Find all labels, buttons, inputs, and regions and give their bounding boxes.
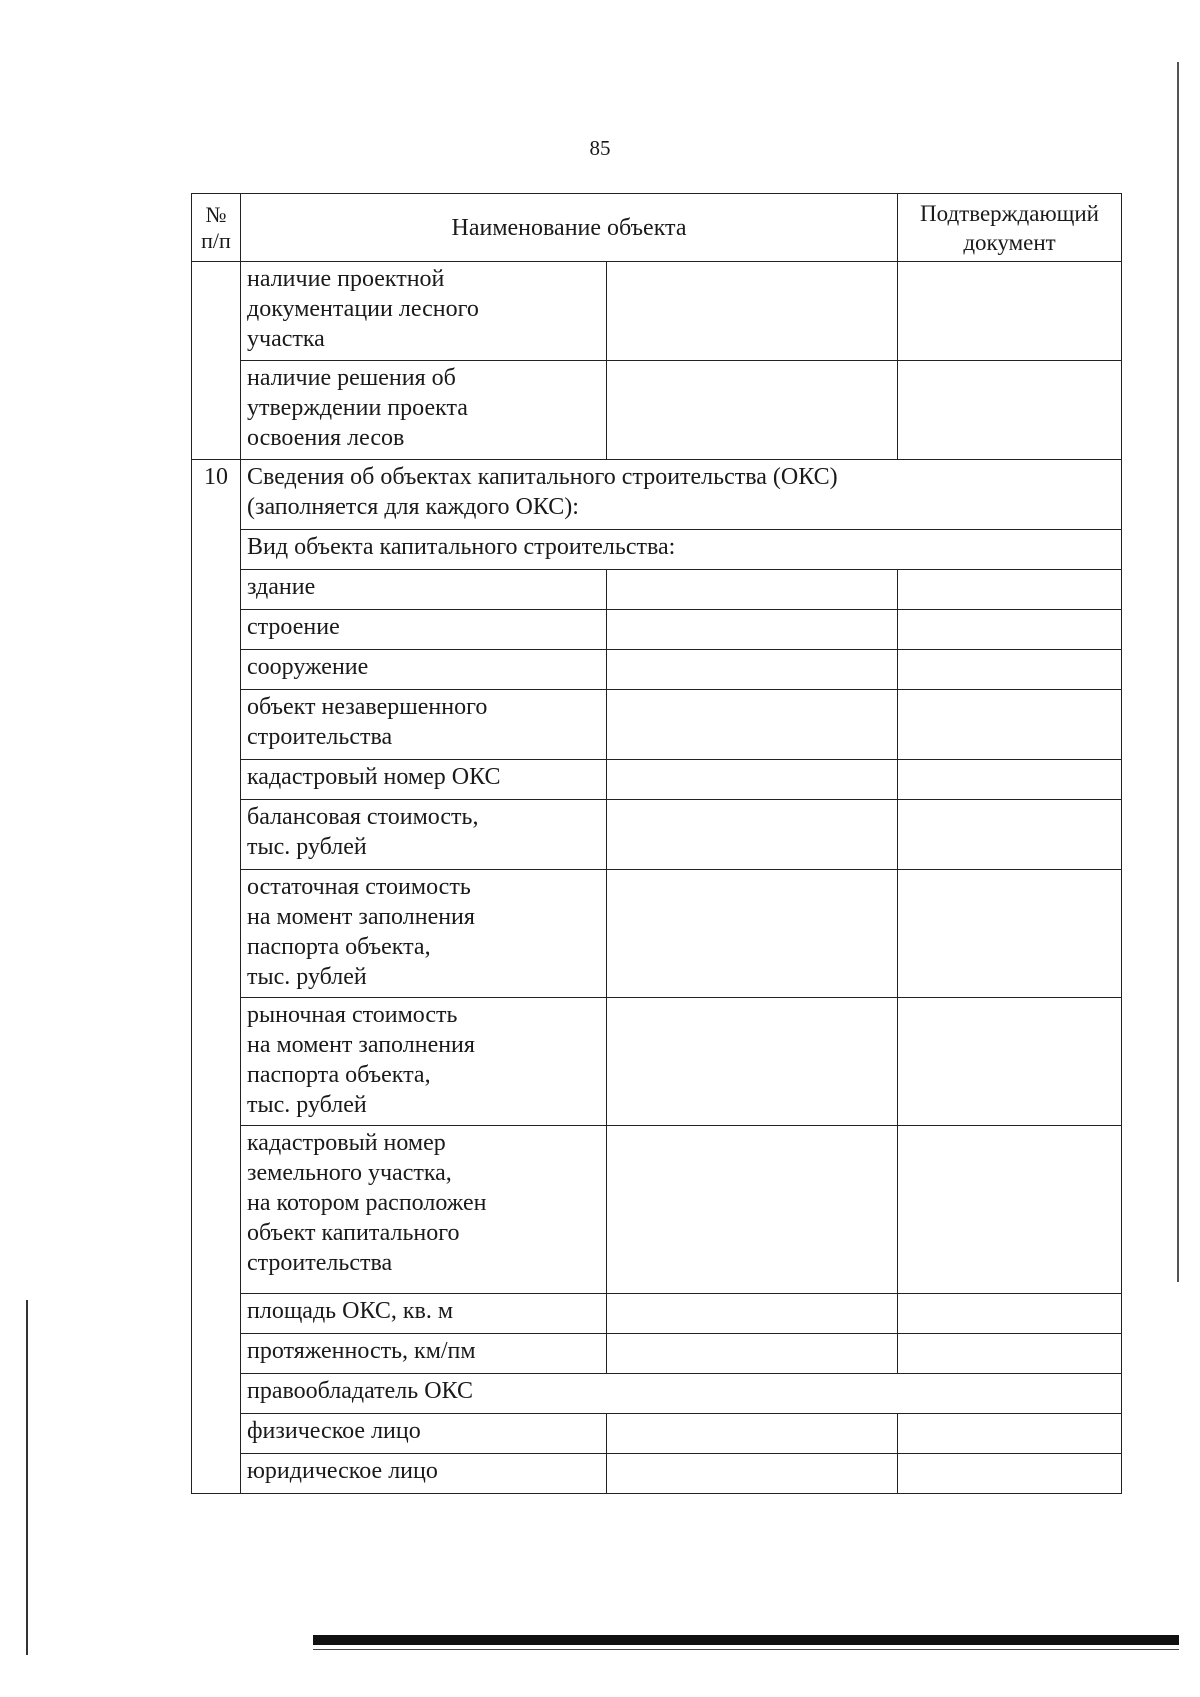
section-row: [192, 460, 1122, 530]
scan-edge-left: [26, 1300, 28, 1655]
table-row: [192, 998, 1122, 1126]
value-cell: [607, 690, 898, 760]
document-cell: [898, 1334, 1122, 1374]
page-number: 85: [589, 136, 611, 160]
table-row: [192, 800, 1122, 870]
scan-edge-right: [1177, 62, 1179, 1282]
item-area: площадь ОКС, кв. м: [241, 1294, 607, 1334]
value-cell: [607, 1334, 898, 1374]
header-object-name: Наименование объекта: [241, 194, 898, 262]
table-row: [192, 1454, 1122, 1494]
value-cell: [607, 760, 898, 800]
item-market-value: рыночная стоимость на момент заполнения паспорта объекта, тыс. рублей: [241, 998, 607, 1126]
table-row: [192, 650, 1122, 690]
table-row: [192, 361, 1122, 460]
value-cell: [607, 650, 898, 690]
scan-bottom-line: [313, 1649, 1179, 1650]
value-cell: [607, 1126, 898, 1294]
item-building: здание: [241, 570, 607, 610]
document-cell: [898, 1414, 1122, 1454]
table-row: [192, 1294, 1122, 1334]
table-row: [192, 760, 1122, 800]
document-cell: [898, 690, 1122, 760]
table-row: [192, 570, 1122, 610]
document-cell: [898, 361, 1122, 460]
item-legal-entity: юридическое лицо: [241, 1454, 607, 1494]
item-unfinished-construction: объект незавершенного строительства: [241, 690, 607, 760]
document-cell: [898, 1126, 1122, 1294]
document-cell: [898, 870, 1122, 998]
header-number: № п/п: [192, 194, 241, 262]
document-cell: [898, 760, 1122, 800]
item-land-cadastral-number: кадастровый номер земельного участка, на котором расположен объект капитального строительства: [241, 1126, 607, 1294]
value-cell: [607, 361, 898, 460]
table-row: [192, 1374, 1122, 1414]
value-cell: [607, 870, 898, 998]
document-cell: [898, 570, 1122, 610]
item-facility: сооружение: [241, 650, 607, 690]
item-cadastral-number: кадастровый номер ОКС: [241, 760, 607, 800]
document-cell: [898, 800, 1122, 870]
document-cell: [898, 998, 1122, 1126]
value-cell: [607, 570, 898, 610]
item-project-documentation: наличие проектной документации лесного участка: [241, 262, 607, 361]
document-cell: [898, 262, 1122, 361]
value-cell: [607, 610, 898, 650]
table-row: [192, 610, 1122, 650]
table-row: [192, 1334, 1122, 1374]
header-confirming-document: Подтверждающий документ: [898, 194, 1122, 262]
value-cell: [607, 800, 898, 870]
value-cell: [607, 1414, 898, 1454]
scan-bottom-bar: [313, 1635, 1179, 1645]
table-row: [192, 690, 1122, 760]
table-header-row: [192, 194, 1122, 262]
item-object-type-heading: Вид объекта капитального строительства:: [241, 530, 1122, 570]
document-cell: [898, 1454, 1122, 1494]
table-row: [192, 530, 1122, 570]
table-row: [192, 870, 1122, 998]
document-cell: [898, 610, 1122, 650]
table-row: [192, 1414, 1122, 1454]
table-row: [192, 1126, 1122, 1294]
item-book-value: балансовая стоимость, тыс. рублей: [241, 800, 607, 870]
section-title-capital-construction: Сведения об объектах капитального строительства (ОКС) (заполняется для каждого ОКС):: [241, 460, 1122, 530]
value-cell: [607, 262, 898, 361]
value-cell: [607, 998, 898, 1126]
item-rights-holder-heading: правообладатель ОКС: [241, 1374, 1122, 1414]
document-cell: [898, 1294, 1122, 1334]
item-length: протяженность, км/пм: [241, 1334, 607, 1374]
document-cell: [898, 650, 1122, 690]
value-cell: [607, 1294, 898, 1334]
object-passport-table: [191, 193, 1122, 1494]
number-cell-empty: [192, 262, 241, 460]
item-residual-value: остаточная стоимость на момент заполнения паспорта объекта, тыс. рублей: [241, 870, 607, 998]
item-individual: физическое лицо: [241, 1414, 607, 1454]
value-cell: [607, 1454, 898, 1494]
item-structure: строение: [241, 610, 607, 650]
table-row: [192, 262, 1122, 361]
item-forest-project-approval: наличие решения об утверждении проекта освоения лесов: [241, 361, 607, 460]
section-number: 10: [192, 460, 241, 1494]
